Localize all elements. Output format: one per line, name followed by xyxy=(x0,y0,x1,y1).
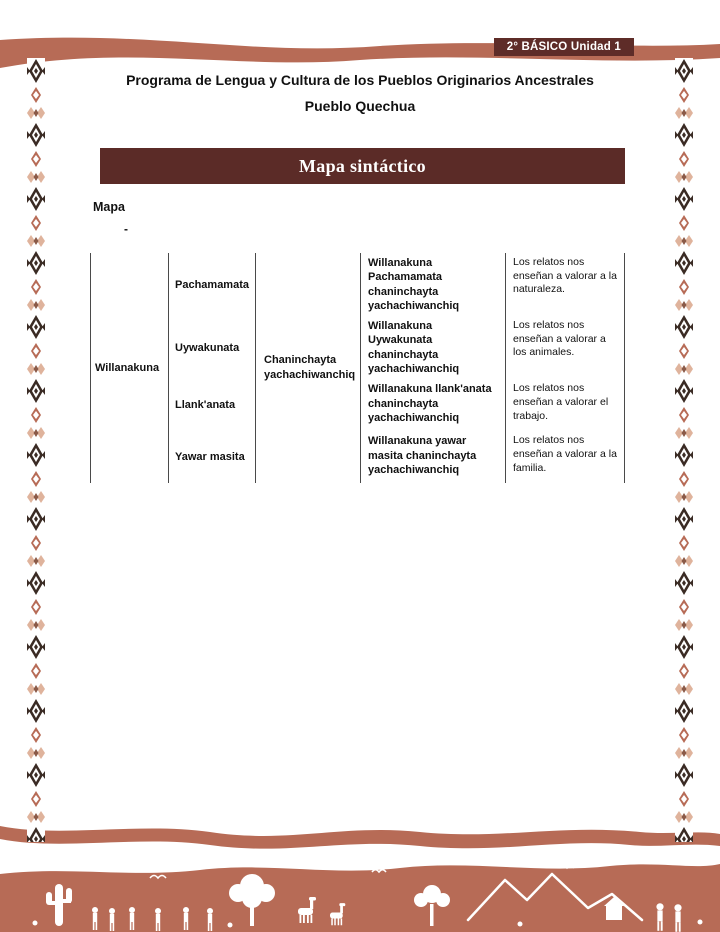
map-label: Mapa xyxy=(93,200,125,214)
program-title: Programa de Lengua y Cultura de los Pueblos Originarios Ancestrales xyxy=(126,72,594,88)
meaning-cell: Los relatos nos enseñan a valorar a la familia. xyxy=(505,431,625,483)
meaning-cell: Los relatos nos enseñan a valorar a la naturaleza. xyxy=(505,253,625,316)
sentence-cell: Willanakuna yawar masita chaninchayta yachachiwanchiq xyxy=(360,431,505,483)
left-border-pattern xyxy=(27,58,45,842)
object-cell: Uywakunata xyxy=(168,316,255,379)
meaning-cell: Los relatos nos enseñan a valorar a los animales. xyxy=(505,316,625,379)
dash-mark: - xyxy=(124,222,128,236)
bird-icon xyxy=(560,866,574,868)
program-subtitle: Pueblo Quechua xyxy=(304,98,416,114)
right-border-pattern xyxy=(675,58,693,842)
bush-silhouette xyxy=(698,920,703,925)
sentence-cell: Willanakuna Pachamamata chaninchayta yachachiwanchiq xyxy=(360,253,505,316)
meaning-cell: Los relatos nos enseñan a valorar el trabajo. xyxy=(505,379,625,431)
sentence-cell: Willanakuna llank'anata chaninchayta yachachiwanchiq xyxy=(360,379,505,431)
unit-badge: 2° BÁSICO Unidad 1 xyxy=(494,38,634,56)
bush-silhouette xyxy=(518,922,523,927)
section-title: Mapa sintáctico xyxy=(299,155,426,176)
sentence-cell: Willanakuna Uywakunata chaninchayta yachachiwanchiq xyxy=(360,316,505,379)
object-cell: Pachamamata xyxy=(168,253,255,316)
bush-silhouette xyxy=(228,923,233,928)
object-cell: Llank'anata xyxy=(168,379,255,431)
bottom-scene-decoration xyxy=(0,822,720,932)
syntactic-map-table xyxy=(90,253,625,483)
bottom-wave-ribbon xyxy=(0,826,720,849)
predicate-cell: Chaninchayta yachachiwanchiq xyxy=(255,253,360,483)
bottom-land-mass xyxy=(0,864,720,932)
object-cell: Yawar masita xyxy=(168,431,255,483)
subject-cell: Willanakuna xyxy=(90,253,168,483)
bush-silhouette xyxy=(33,921,38,926)
section-title-bar xyxy=(100,148,625,184)
